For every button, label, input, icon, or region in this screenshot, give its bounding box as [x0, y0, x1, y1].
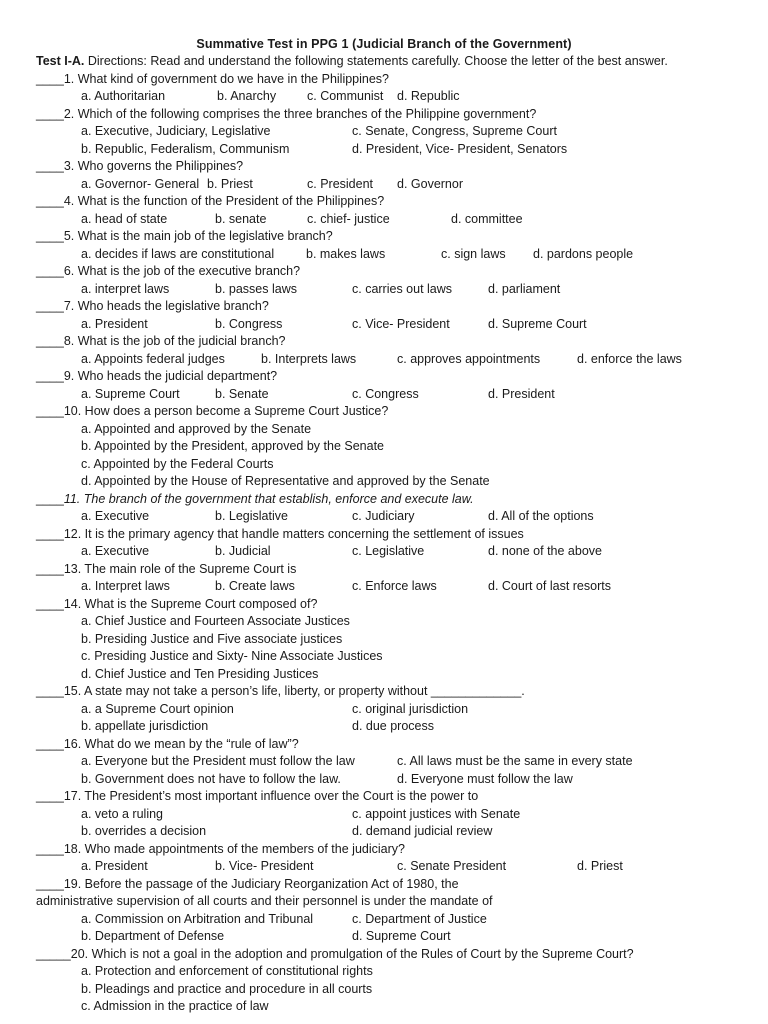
option-c: c. original jurisdiction — [352, 701, 469, 716]
option-d: d. President, Vice- President, Senators — [352, 141, 568, 156]
question-continuation: administrative supervision of all courts and their personnel is under the mandate of — [36, 894, 493, 908]
question-15 — [36, 683, 746, 701]
option-a: a. a Supreme Court opinion — [81, 701, 234, 716]
options-row — [36, 578, 746, 596]
question-list — [36, 71, 746, 1016]
options-row — [36, 141, 746, 159]
options-row — [36, 438, 746, 456]
option-b: b. Anarchy — [217, 89, 277, 103]
option-b: b. Republic, Federalism, Communism — [81, 141, 290, 156]
option-a: a. Executive — [81, 544, 150, 558]
option-a: a. Supreme Court — [81, 386, 180, 401]
option-b: b. Department of Defense — [81, 929, 225, 943]
question-13 — [36, 561, 746, 579]
answer-blank: ____ — [36, 71, 64, 86]
option-a: a. Appointed and approved by the Senate — [81, 421, 312, 436]
options-row — [36, 508, 746, 526]
option-c: c. Admission in the practice of law — [81, 999, 269, 1013]
options-row — [36, 473, 746, 491]
options-row — [36, 421, 746, 439]
question-6 — [36, 263, 746, 281]
option-b: b. Vice- President — [215, 859, 314, 873]
option-d: d. Priest — [577, 859, 623, 873]
option-a: a. veto a ruling — [81, 806, 163, 821]
question-text: 8. What is the job of the judicial branch? — [63, 334, 286, 348]
option-d: d. Governor — [397, 176, 464, 191]
option-a: a. Executive, Judiciary, Legislative — [81, 124, 271, 138]
option-b: b. Interprets laws — [261, 351, 357, 366]
question-text: 3. Who governs the Philippines? — [63, 159, 244, 173]
question-text: 11. The branch of the government that establish, enforce and execute law. — [63, 491, 474, 506]
options-row — [36, 823, 746, 841]
answer-blank: ____ — [36, 561, 64, 576]
question-7 — [36, 298, 746, 316]
option-b: b. overrides a decision — [81, 824, 207, 838]
options-row — [36, 911, 746, 929]
option-b: b. appellate jurisdiction — [81, 719, 209, 733]
options-row — [36, 718, 746, 736]
option-c: c. Senate President — [397, 859, 507, 873]
question-text: 7. Who heads the legislative branch? — [63, 299, 269, 313]
option-d: d. Republic — [397, 89, 460, 103]
options-row — [36, 858, 746, 876]
options-row — [36, 806, 746, 824]
options-row — [36, 456, 746, 474]
answer-blank: ____ — [36, 491, 64, 506]
option-a: a. President — [81, 859, 148, 873]
question-16 — [36, 736, 746, 754]
option-b: b. Priest — [207, 176, 253, 191]
option-b: b. makes laws — [306, 246, 386, 261]
answer-blank: ____ — [36, 841, 64, 856]
option-d: d. Supreme Court — [488, 316, 587, 331]
option-d: d. committee — [451, 211, 523, 226]
options-row — [36, 998, 746, 1016]
question-12 — [36, 526, 746, 544]
options-row — [36, 176, 746, 194]
options-row — [36, 666, 746, 684]
option-d: d. President — [488, 386, 555, 401]
question-11 — [36, 491, 746, 509]
option-a: a. Everyone but the President must follow the law — [81, 754, 355, 768]
option-b: b. Senate — [215, 386, 269, 401]
option-a: a. Executive — [81, 509, 150, 523]
answer-blank: ____ — [36, 334, 64, 348]
directions-label: Test I-A. — [36, 54, 85, 68]
question-text: 4. What is the function of the President of the Philippines? — [63, 194, 385, 208]
option-a: a. Protection and enforcement of constitutional rights — [81, 964, 373, 978]
question-text: 5. What is the main job of the legislative branch? — [63, 229, 333, 243]
question-text: 14. What is the Supreme Court composed of? — [63, 596, 318, 611]
options-row — [36, 123, 746, 141]
option-a: a. Interpret laws — [81, 579, 170, 593]
option-a: a. President — [81, 316, 148, 331]
option-d: d. demand judicial review — [352, 824, 493, 838]
answer-blank: ____ — [36, 596, 64, 611]
options-row — [36, 701, 746, 719]
question-5 — [36, 228, 746, 246]
question-text: 15. A state may not take a person’s life, liberty, or property without _____________. — [63, 684, 525, 698]
options-row — [36, 753, 746, 771]
options-row — [36, 771, 746, 789]
answer-blank: ____ — [36, 264, 64, 278]
question-4 — [36, 193, 746, 211]
option-c: c. chief- justice — [307, 211, 390, 226]
option-b: b. Create laws — [215, 579, 295, 593]
option-a: a. Commission on Arbitration and Tribunal — [81, 911, 314, 926]
question-20 — [36, 946, 746, 964]
option-d: d. pardons people — [533, 246, 634, 261]
question-17 — [36, 788, 746, 806]
options-row — [36, 613, 746, 631]
question-text: 10. How does a person become a Supreme Court Justice? — [63, 404, 389, 418]
option-b: b. senate — [215, 211, 267, 226]
question-8 — [36, 333, 746, 351]
options-row — [36, 351, 746, 369]
option-b: b. Judicial — [215, 544, 271, 558]
option-d: d. none of the above — [488, 544, 602, 558]
option-d: d. parliament — [488, 281, 561, 296]
option-a: a. interpret laws — [81, 281, 170, 296]
options-row — [36, 281, 746, 299]
option-c: c. Enforce laws — [352, 579, 437, 593]
question-1 — [36, 71, 746, 89]
answer-blank: ____ — [36, 736, 64, 751]
option-c: c. Vice- President — [352, 316, 450, 331]
question-text: 12. It is the primary agency that handle matters concerning the settlement of issues — [63, 526, 524, 541]
answer-blank: ____ — [36, 526, 64, 541]
option-a: a. Governor- General — [81, 176, 200, 191]
question-text: 17. The President’s most important influence over the Court is the power to — [63, 789, 479, 803]
option-d: d. Chief Justice and Ten Presiding Justices — [81, 666, 319, 681]
options-row — [36, 981, 746, 999]
options-row — [36, 246, 746, 264]
option-d: d. Court of last resorts — [488, 579, 611, 593]
option-c: c. approves appointments — [397, 351, 541, 366]
options-row — [36, 386, 746, 404]
question-text: 18. Who made appointments of the members of the judiciary? — [63, 841, 405, 856]
question-14 — [36, 596, 746, 614]
option-c: c. Communist — [307, 89, 384, 103]
option-a: a. Chief Justice and Fourteen Associate Justices — [81, 614, 350, 628]
options-row — [36, 648, 746, 666]
option-c: c. sign laws — [441, 246, 506, 261]
options-row — [36, 928, 746, 946]
question-text: 16. What do we mean by the “rule of law”? — [63, 736, 299, 751]
option-b: b. Congress — [215, 316, 283, 331]
answer-blank: ____ — [36, 194, 64, 208]
question-text: 1. What kind of government do we have in the Philippines? — [63, 71, 390, 86]
option-b: b. Pleadings and practice and procedure in all courts — [81, 981, 373, 996]
page-title: Summative Test in PPG 1 (Judicial Branch of the Government) — [196, 37, 572, 51]
question-3 — [36, 158, 746, 176]
question-text: 6. What is the job of the executive branch? — [63, 264, 301, 278]
option-b: b. Presiding Justice and Five associate justices — [81, 631, 343, 646]
answer-blank: ____ — [36, 229, 64, 243]
answer-blank: ____ — [36, 106, 64, 121]
test-content — [36, 53, 746, 1016]
question-text: 9. Who heads the judicial department? — [63, 369, 278, 383]
option-c: c. appoint justices with Senate — [352, 806, 521, 821]
question-18 — [36, 841, 746, 859]
question-10 — [36, 403, 746, 421]
option-c: c. All laws must be the same in every state — [397, 754, 633, 768]
directions — [36, 53, 746, 71]
option-a: a. Authoritarian — [81, 89, 166, 103]
option-c: c. Appointed by the Federal Courts — [81, 456, 274, 471]
question-text: 2. Which of the following comprises the three branches of the Philippine government? — [63, 106, 537, 121]
option-d: d. Appointed by the House of Representative and approved by the Senate — [81, 474, 490, 488]
answer-blank: ____ — [36, 299, 64, 313]
options-row — [36, 316, 746, 334]
question-text: 19. Before the passage of the Judiciary Reorganization Act of 1980, the — [63, 876, 459, 891]
option-c: c. Presiding Justice and Sixty- Nine Associate Justices — [81, 649, 383, 663]
answer-blank: ____ — [36, 404, 64, 418]
option-c: c. Judiciary — [352, 509, 415, 523]
option-a: a. decides if laws are constitutional — [81, 246, 275, 261]
answer-blank: ____ — [36, 876, 64, 891]
option-b: b. Government does not have to follow the law. — [81, 771, 341, 786]
answer-blank: _____ — [36, 946, 71, 961]
options-row — [36, 631, 746, 649]
option-d: d. due process — [352, 719, 434, 733]
option-c: c. Department of Justice — [352, 911, 487, 926]
option-d: d. Supreme Court — [352, 929, 451, 943]
option-d: d. enforce the laws — [577, 351, 682, 366]
options-row — [36, 543, 746, 561]
option-d: d. All of the options — [488, 509, 594, 523]
question-text: 13. The main role of the Supreme Court is — [63, 561, 297, 576]
answer-blank: ____ — [36, 159, 64, 173]
question-text: 20. Which is not a goal in the adoption and promulgation of the Rules of Court by the Supreme Court? — [70, 946, 634, 961]
question-9 — [36, 368, 746, 386]
option-c: c. carries out laws — [352, 281, 453, 296]
option-c: c. Legislative — [352, 544, 425, 558]
options-row — [36, 963, 746, 981]
answer-blank: ____ — [36, 789, 64, 803]
option-b: b. Legislative — [215, 509, 288, 523]
answer-blank: ____ — [36, 684, 64, 698]
directions-text: Directions: Read and understand the following statements carefully. Choose the letter of the best answer. — [84, 54, 668, 68]
option-c: c. Congress — [352, 386, 419, 401]
question-2 — [36, 106, 746, 124]
options-row — [36, 88, 746, 106]
option-c: c. Senate, Congress, Supreme Court — [352, 124, 557, 138]
options-row — [36, 211, 746, 229]
option-b: b. passes laws — [215, 281, 297, 296]
option-d: d. Everyone must follow the law — [397, 771, 573, 786]
option-c: c. President — [307, 176, 374, 191]
option-a: a. head of state — [81, 211, 168, 226]
question-19 — [36, 876, 746, 894]
option-b: b. Appointed by the President, approved by the Senate — [81, 439, 384, 453]
answer-blank: ____ — [36, 369, 64, 383]
option-a: a. Appoints federal judges — [81, 351, 225, 366]
